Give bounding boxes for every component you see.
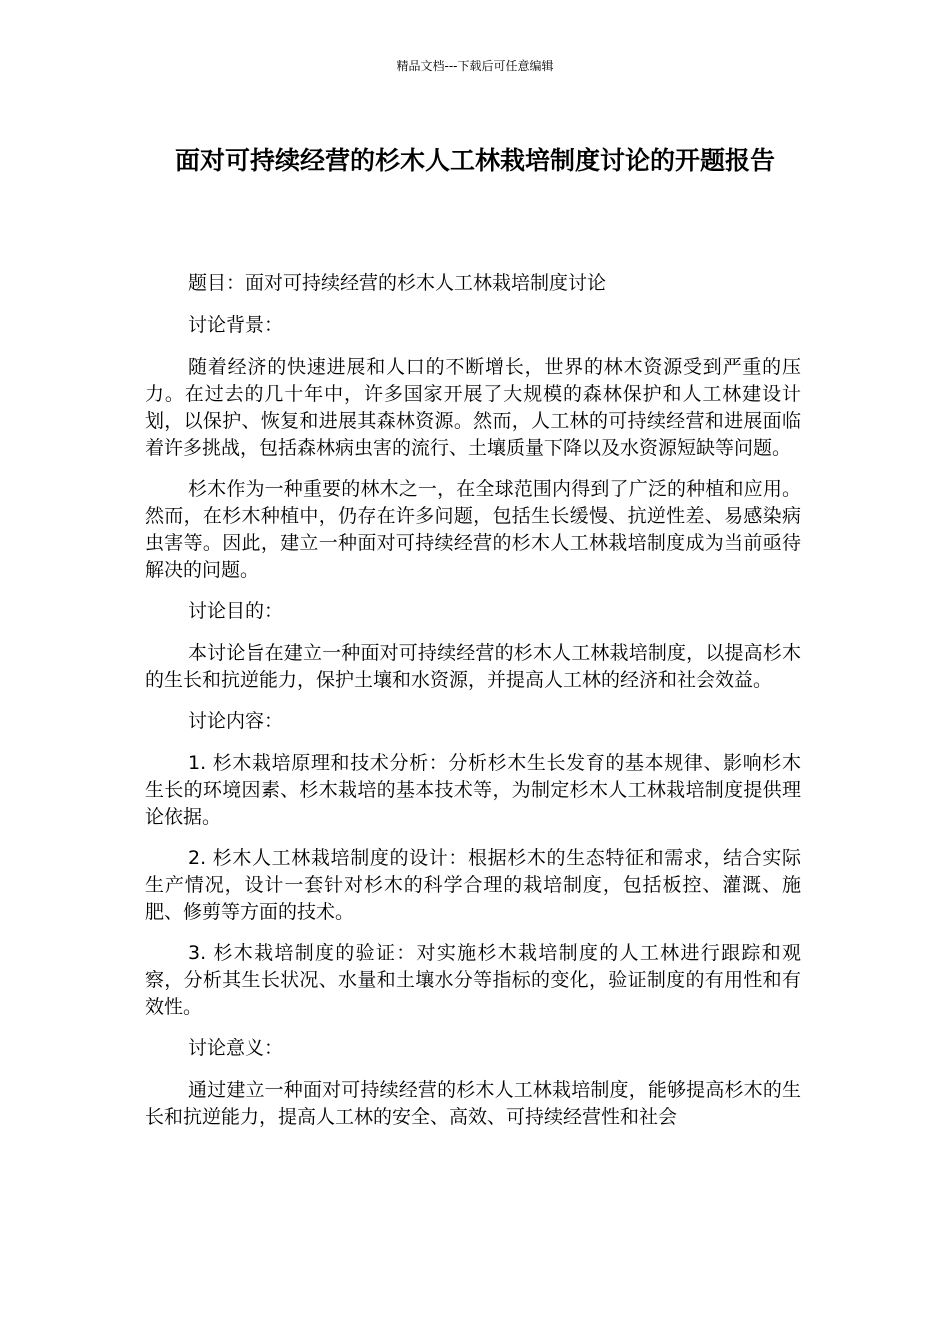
paragraph-background-1: 随着经济的快速进展和人口的不断增长，世界的林木资源受到严重的压力。在过去的几十年中，许多国家开展了大规模的森林保护和人工林建设计划，以保护、恢复和进展其森林资源。然而，人工林的可持续经营和进展面临着许多挑战，包括森林病虫害的流行、土壤质量下降以及水资源短缺等问题。	[145, 356, 801, 459]
paragraph-purpose: 本讨论旨在建立一种面对可持续经营的杉木人工林栽培制度，以提高杉木的生长和抗逆能力，保护土壤和水资源，并提高人工林的经济和社会效益。	[145, 642, 801, 691]
paragraph-significance: 通过建立一种面对可持续经营的杉木人工林栽培制度，能够提高杉木的生长和抗逆能力，提高人工林的安全、高效、可持续经营性和社会	[145, 1079, 801, 1128]
section-heading-purpose: 讨论目的：	[188, 600, 284, 622]
content-item-1: 1. 杉木栽培原理和技术分析：分析杉木生长发育的基本规律、影响杉木生长的环境因素、杉木栽培的基本技术等，为制定杉木人工林栽培制度提供理论依据。	[145, 752, 801, 828]
section-heading-content: 讨论内容：	[188, 710, 284, 732]
section-heading-background: 讨论背景：	[188, 314, 284, 336]
page-header: 精品文档---下载后可任意编辑	[396, 59, 554, 73]
paragraph-background-2: 杉木作为一种重要的林木之一，在全球范围内得到了广泛的种植和应用。然而，在杉木种植中，仍存在许多问题，包括生长缓慢、抗逆性差、易感染病虫害等。因此，建立一种面对可持续经营的杉木人工林栽培制度成为当前亟待解决的问题。	[145, 478, 801, 581]
section-heading-significance: 讨论意义：	[188, 1037, 284, 1059]
document-title: 面对可持续经营的杉木人工林栽培制度讨论的开题报告	[174, 146, 775, 175]
content-item-2: 2. 杉木人工林栽培制度的设计：根据杉木的生态特征和需求，结合实际生产情况，设计一套针对杉木的科学合理的栽培制度，包括板控、灌溉、施肥、修剪等方面的技术。	[145, 847, 801, 923]
topic-line: 题目：面对可持续经营的杉木人工林栽培制度讨论	[188, 272, 607, 294]
document-body	[145, 270, 801, 1145]
content-item-3: 3. 杉木栽培制度的验证：对实施杉木栽培制度的人工林进行跟踪和观察，分析其生长状况、水量和土壤水分等指标的变化，验证制度的有用性和有效性。	[145, 942, 801, 1018]
